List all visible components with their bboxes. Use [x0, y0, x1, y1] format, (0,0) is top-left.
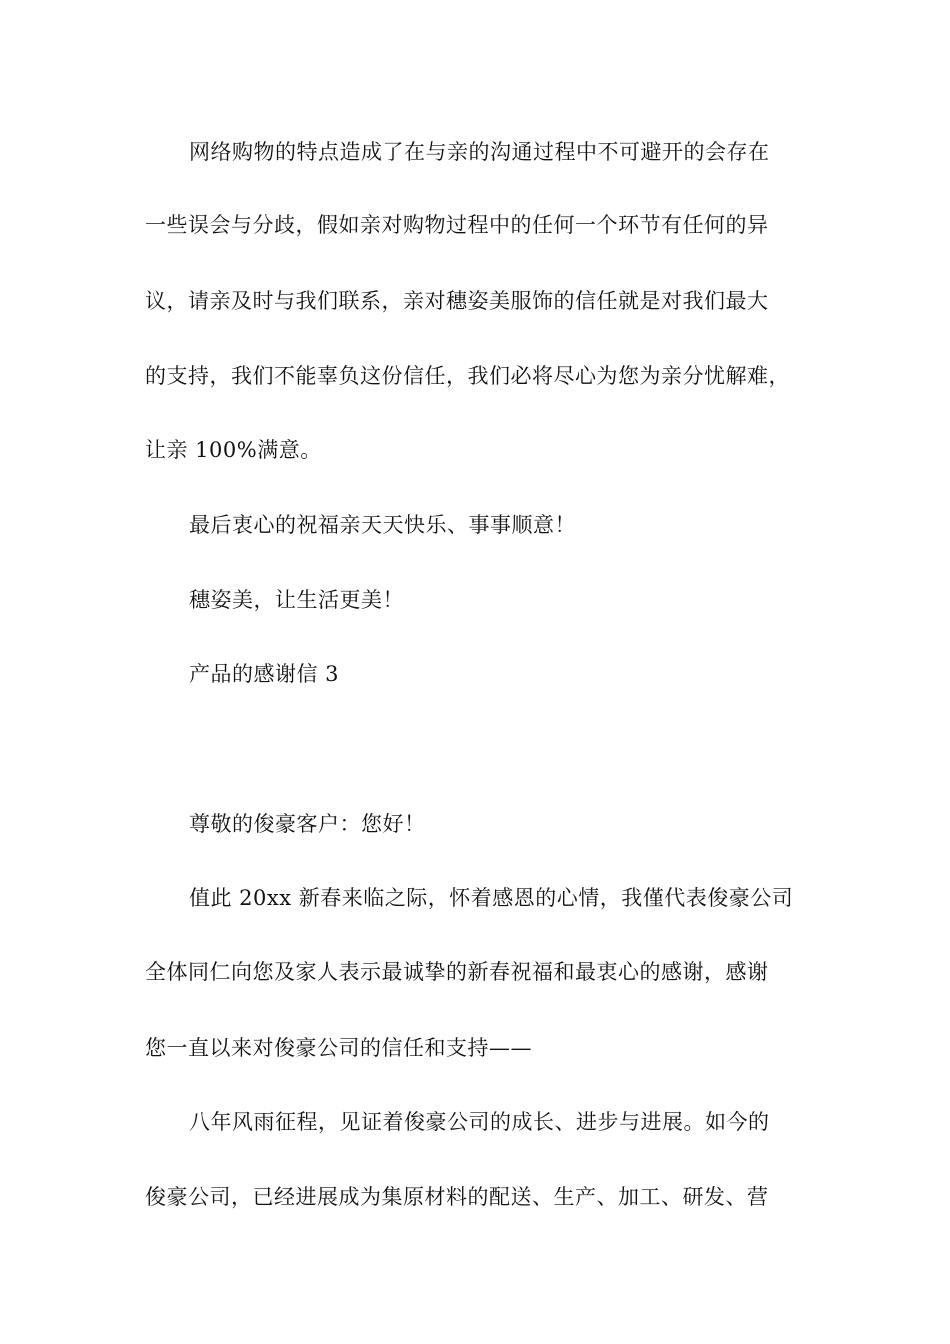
paragraph-line: 全体同仁向您及家人表示最诚挚的新春祝福和最衷心的感谢，感谢 [145, 960, 769, 984]
paragraph-line: 最后衷心的祝福亲天天快乐、事事顺意！ [189, 513, 576, 537]
paragraph-line: 让亲 100%满意。 [145, 438, 322, 462]
paragraph-line: 您一直以来对俊豪公司的信任和支持—— [145, 1036, 532, 1060]
paragraph-line: 一些误会与分歧，假如亲对购物过程中的任何一个环节有任何的异 [145, 213, 769, 237]
paragraph-line: 的支持，我们不能辜负这份信任，我们必将尽心为您为亲分忧解难， [145, 364, 790, 388]
paragraph-line: 议，请亲及时与我们联系，亲对穗姿美服饰的信任就是对我们最大 [145, 289, 769, 313]
paragraph-line: 值此 20xx 新春来临之际，怀着感恩的心情，我僅代表俊豪公司 [189, 886, 794, 910]
salutation: 尊敬的俊豪客户：您好！ [189, 812, 426, 836]
paragraph-line: 俊豪公司，已经进展成为集原材料的配送、生产、加工、研发、营 [145, 1185, 769, 1209]
paragraph-line: 网络购物的特点造成了在与亲的沟通过程中不可避开的会存在 [189, 140, 770, 164]
paragraph-line: 穗姿美，让生活更美！ [189, 588, 404, 612]
section-heading: 产品的感谢信 3 [189, 662, 340, 686]
paragraph-line: 八年风雨征程，见证着俊豪公司的成长、进步与进展。如今的 [189, 1110, 770, 1134]
